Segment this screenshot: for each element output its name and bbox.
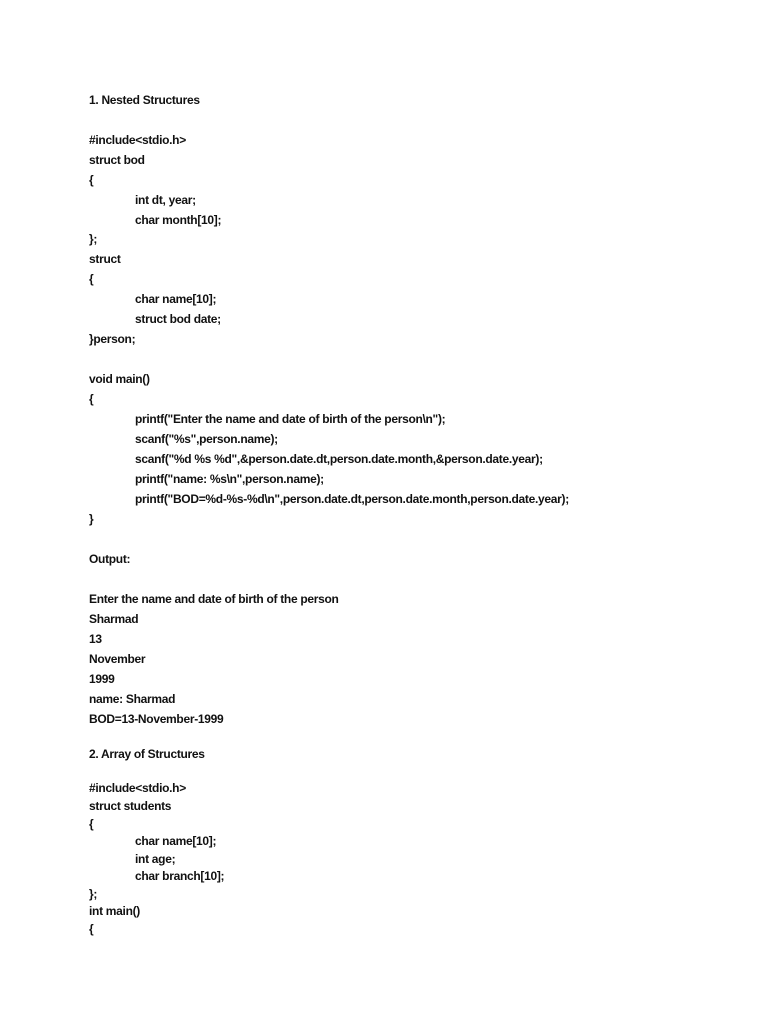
code-line: int main() <box>89 904 140 918</box>
output-line: Sharmad <box>89 612 139 626</box>
code-line: }; <box>89 887 98 901</box>
code-line: void main() <box>89 372 150 386</box>
output-heading: Output: <box>89 552 131 566</box>
code-line: }person; <box>89 332 136 346</box>
code-line: char name[10]; <box>135 834 217 848</box>
output-line: name: Sharmad <box>89 692 176 706</box>
code-line: char name[10]; <box>135 292 217 306</box>
code-line: struct bod date; <box>135 312 221 326</box>
output-line: 13 <box>89 632 102 646</box>
code-line: struct students <box>89 799 172 813</box>
code-line: printf("Enter the name and date of birth of the person\n"); <box>135 412 446 426</box>
code-line: int age; <box>135 852 176 866</box>
code-line: } <box>89 512 94 526</box>
code-line: scanf("%s",person.name); <box>135 432 278 446</box>
output-line: 1999 <box>89 672 115 686</box>
output-line: November <box>89 652 146 666</box>
code-line: }; <box>89 232 98 246</box>
code-line: scanf("%d %s %d",&person.date.dt,person.date.month,&person.date.year); <box>135 452 543 466</box>
output-line: BOD=13-November-1999 <box>89 712 224 726</box>
code-line: { <box>89 272 94 286</box>
code-line: char branch[10]; <box>135 869 225 883</box>
code-line: printf("BOD=%d-%s-%d\n",person.date.dt,person.date.month,person.date.year); <box>135 492 569 506</box>
code-line: int dt, year; <box>135 193 196 207</box>
section-heading: 1. Nested Structures <box>89 93 200 107</box>
code-line: { <box>89 392 94 406</box>
code-line: struct <box>89 252 121 266</box>
code-line: #include<stdio.h> <box>89 133 186 147</box>
code-line: { <box>89 817 94 831</box>
code-line: { <box>89 173 94 187</box>
code-line: char month[10]; <box>135 213 222 227</box>
code-line: printf("name: %s\n",person.name); <box>135 472 324 486</box>
section-heading: 2. Array of Structures <box>89 747 205 761</box>
code-line: { <box>89 922 94 936</box>
output-line: Enter the name and date of birth of the person <box>89 592 339 606</box>
code-line: #include<stdio.h> <box>89 781 186 795</box>
code-line: struct bod <box>89 153 145 167</box>
